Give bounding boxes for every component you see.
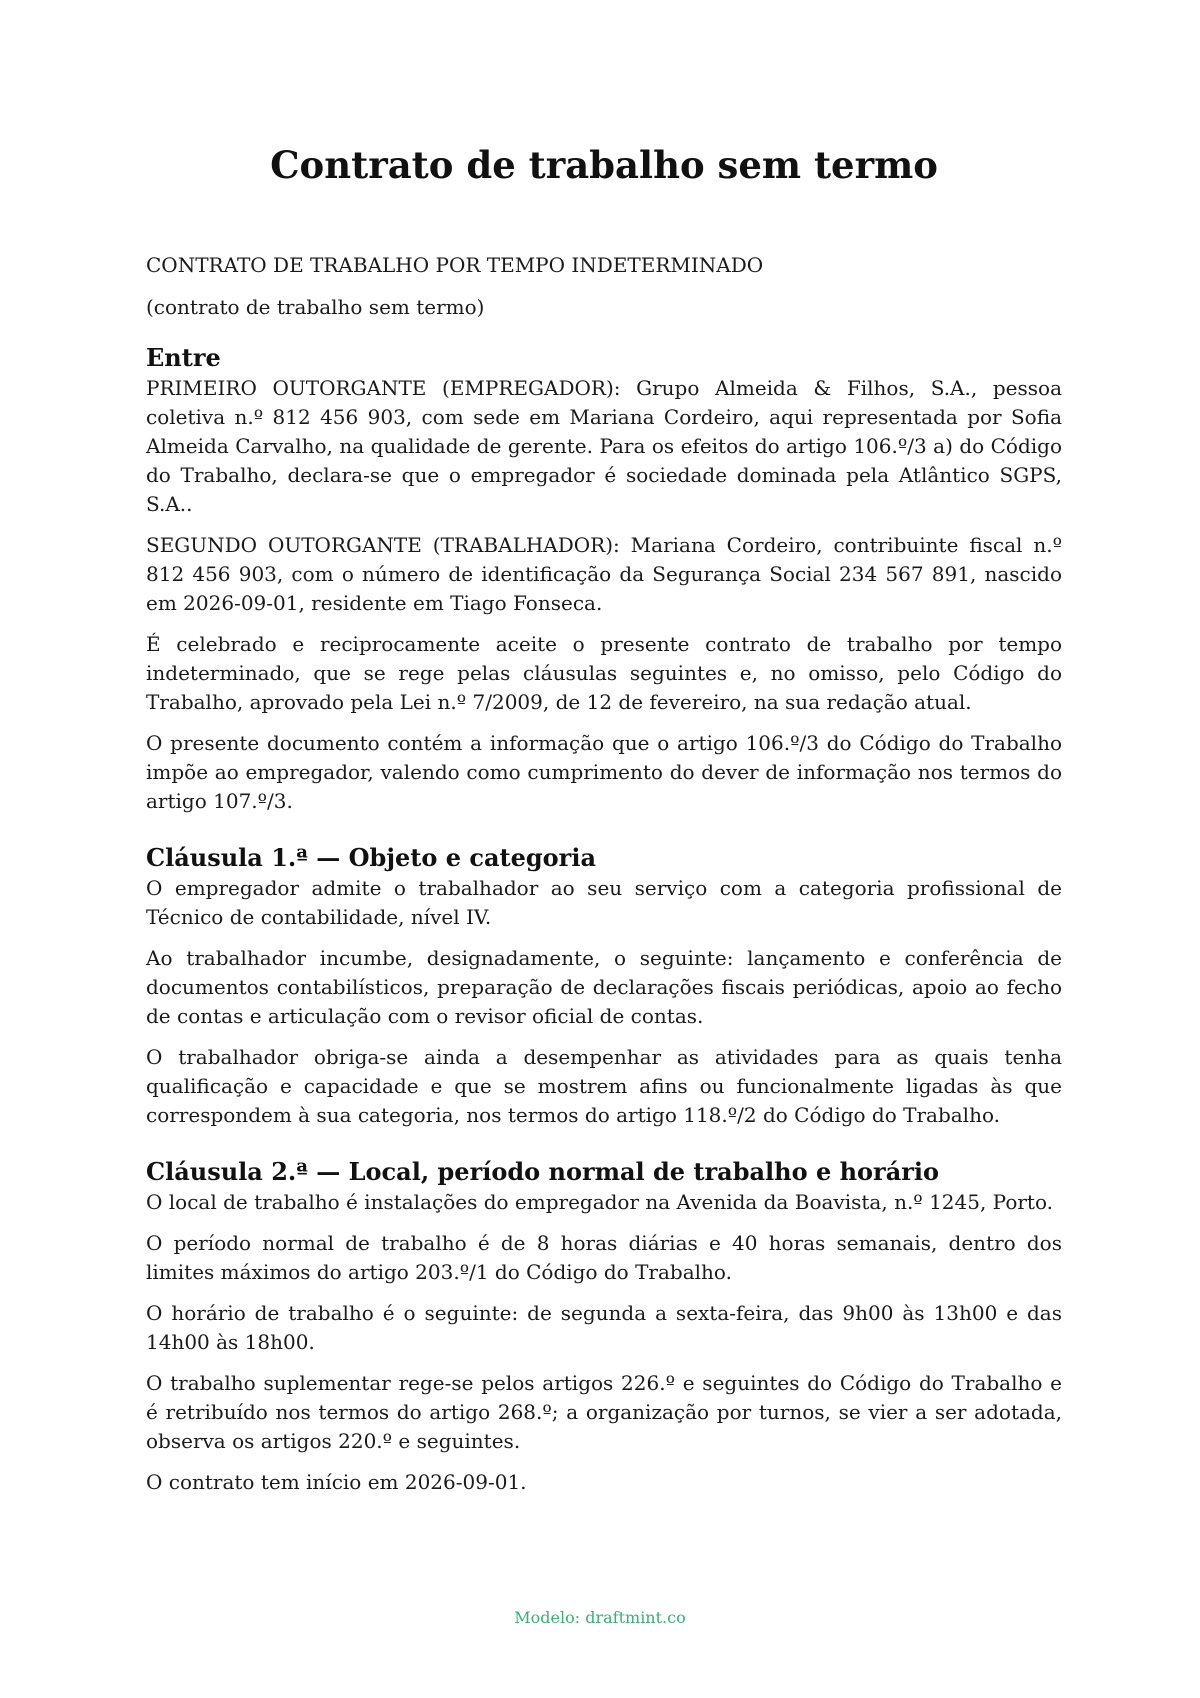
document-page	[146, 0, 1062, 1509]
section-heading: Entre	[146, 343, 221, 372]
footer-attribution: Modelo: draftmint.co	[514, 1608, 686, 1627]
section-clause-1	[146, 842, 1062, 1130]
paragraph-information-duty: O presente documento contém a informação que o artigo 106.º/3 do Código do Trabalho impõe ao empregador, valendo como cumprimento do dever de informação nos termos do artigo 107.º/3.	[146, 731, 1062, 813]
paragraph-duties: Ao trabalhador incumbe, designadamente, o seguinte: lançamento e conferência de documentos contabilísticos, preparação de declarações fiscais periódicas, apoio ao fecho de contas e articulação com o revisor oficial de contas.	[146, 946, 1062, 1028]
paragraph-schedule: O horário de trabalho é o seguinte: de segunda a sexta-feira, das 9h00 às 13h00 e das 14h00 às 18h00.	[146, 1301, 1062, 1354]
section-heading: Cláusula 2.ª — Local, período normal de trabalho e horário	[146, 1157, 940, 1186]
paragraph-agreement: É celebrado e reciprocamente aceite o presente contrato de trabalho por tempo indeterminado, que se rege pelas cláusulas seguintes e, no omisso, pelo Código do Trabalho, aprovado pela Lei n.º 7/2009, de 12 de fevereiro, na sua redação atual.	[146, 632, 1062, 714]
paragraph-first-party: PRIMEIRO OUTORGANTE (EMPREGADOR): Grupo Almeida & Filhos, S.A., pessoa coletiva n.º 812 456 903, com sede em Mariana Cordeiro, aqui representada por Sofia Almeida Carvalho, na qualidade de gerente. Para os efeitos do artigo 106.º/3 a) do Código do Trabalho, declara-se que o empregador é sociedade dominada pela Atlântico SGPS, S.A..	[146, 376, 1062, 516]
paragraph-start-date: O contrato tem início em 2026-09-01.	[146, 1470, 527, 1494]
section-clause-2	[146, 1156, 1062, 1497]
paragraph-workplace: O local de trabalho é instalações do empregador na Avenida da Boavista, n.º 1245, Porto.	[146, 1190, 1054, 1214]
paragraph-related-activities: O trabalhador obriga-se ainda a desempenhar as atividades para as quais tenha qualificação e capacidade e que se mostrem afins ou funcionalmente ligadas às que correspondem à sua categoria, nos termos do artigo 118.º/2 do Código do Trabalho.	[146, 1045, 1062, 1127]
contract-type-line: CONTRATO DE TRABALHO POR TEMPO INDETERMINADO	[146, 253, 764, 277]
paragraph-second-party: SEGUNDO OUTORGANTE (TRABALHADOR): Mariana Cordeiro, contribuinte fiscal n.º 812 456 903, com o número de identificação da Segurança Social 234 567 891, nascido em 2026-09-01, residente em Tiago Fonseca.	[146, 533, 1062, 615]
document-title: Contrato de trabalho sem termo	[270, 143, 938, 187]
contract-intro	[146, 251, 1062, 322]
paragraph-category: O empregador admite o trabalhador ao seu serviço com a categoria profissional de Técnico de contabilidade, nível IV.	[146, 876, 1062, 929]
paragraph-overtime: O trabalho suplementar rege-se pelos artigos 226.º e seguintes do Código do Trabalho e é retribuído nos termos do artigo 268.º; a organização por turnos, se vier a ser adotada, observa os artigos 220.º e seguintes.	[146, 1371, 1062, 1453]
section-parties	[146, 342, 1062, 816]
section-heading: Cláusula 1.ª — Objeto e categoria	[146, 843, 596, 872]
contract-subtype-line: (contrato de trabalho sem termo)	[146, 295, 485, 319]
paragraph-working-period: O período normal de trabalho é de 8 horas diárias e 40 horas semanais, dentro dos limites máximos do artigo 203.º/1 do Código do Trabalho.	[146, 1231, 1062, 1284]
